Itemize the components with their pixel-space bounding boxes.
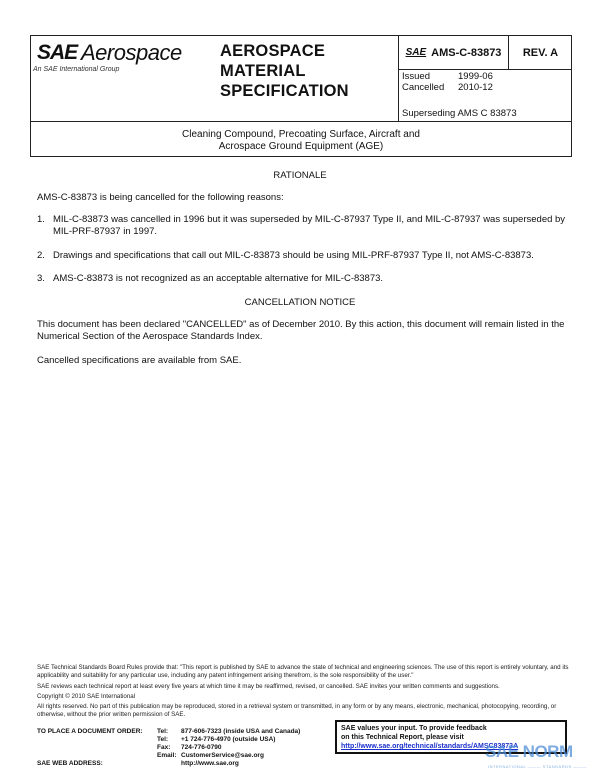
rationale-intro: AMS-C-83873 is being cancelled for the following reasons: — [37, 192, 284, 203]
copyright-text: Copyright © 2010 SAE International — [37, 693, 136, 700]
availability-paragraph: Cancelled specifications are available from SAE. — [37, 355, 242, 366]
item-text: AMS-C-83873 is not recognized as an acceptable alternative for MIL-C-83873. — [53, 273, 384, 284]
document-title — [31, 129, 571, 153]
rationale-item — [37, 273, 567, 285]
title-line: Cleaning Compound, Precoating Surface, Aircraft and — [182, 129, 420, 140]
board-rules-text: SAE Technical Standards Board Rules provide that: "This report is published by SAE to advance the state of technical and engineering sciences. The use of this report is entirely voluntary, and its applicability and suitability for any particular use, including any patent infringement arising therefrom, is the sole responsibility of the user." — [37, 664, 569, 679]
tel-inside-usa: 877-606-7323 (inside USA and Canada) — [181, 728, 301, 735]
item-number: 2. — [37, 250, 45, 261]
email-address[interactable]: CustomerService@sae.org — [181, 752, 264, 759]
tel-outside-usa: +1 724-776-4970 (outside USA) — [181, 736, 276, 743]
issued-date: 1999-06 — [458, 71, 493, 82]
order-info — [37, 728, 351, 768]
email-label: Email: — [157, 752, 177, 759]
item-text: MIL-C-83873 was cancelled in 1996 but it was superseded by MIL-C-87937 Type II, and MIL-C-87937 was superseded by MIL-PRF-87937 in 1997. — [53, 214, 566, 237]
document-dates — [402, 71, 493, 93]
tel-label: Tel: — [157, 728, 169, 735]
header-box — [30, 35, 572, 157]
cancelled-label: Cancelled — [402, 82, 445, 93]
feedback-text: on this Technical Report, please visit — [341, 734, 464, 741]
fax-number: 724-776-0790 — [181, 744, 222, 751]
superseding-note: Superseding AMS C 83873 — [402, 108, 517, 119]
logo-tagline: An SAE International Group — [33, 66, 120, 73]
doc-type-line: MATERIAL — [220, 62, 306, 80]
title-line: Acrospace Ground Equipment (AGE) — [218, 141, 384, 152]
cancellation-heading: CANCELLATION NOTICE — [244, 297, 356, 308]
sae-mark-icon: SAE — [405, 47, 427, 58]
item-text: Drawings and specifications that call out MIL-C-83873 should be using MIL-PRF-87937 Type II, not AMS-C-83873. — [53, 250, 534, 261]
order-label: TO PLACE A DOCUMENT ORDER: — [37, 728, 143, 735]
rights-text: All rights reserved. No part of this publication may be reproduced, stored in a retrieval system or transmitted, in any form or by any means, electronic, mechanical, photocopying, recording, or otherwise, without the prior written permission of SAE. — [37, 703, 557, 718]
logo-aerospace-text: Aerospace — [81, 40, 182, 65]
divider — [31, 121, 571, 122]
document-number: AMS-C-83873 — [431, 46, 502, 59]
divider — [398, 69, 571, 70]
feedback-text: SAE values your input. To provide feedback — [341, 725, 487, 732]
tel-label: Tel: — [157, 736, 169, 743]
item-number: 1. — [37, 214, 45, 225]
watermark-subtext: INTERNATIONAL ——— STANDARDS ——— — [488, 764, 587, 769]
web-address-link[interactable]: http://www.sae.org — [181, 760, 239, 767]
rationale-item — [37, 250, 567, 262]
review-text: SAE reviews each technical report at least every five years at which time it may be reaffirmed, revised, or cancelled. SAE invites your written comments and suggestions. — [37, 683, 500, 690]
rationale-heading: RATIONALE — [273, 170, 327, 181]
document-number-cell — [399, 36, 508, 69]
document-type-title — [220, 41, 349, 101]
fax-label: Fax: — [157, 744, 171, 751]
rationale-item — [37, 214, 567, 238]
doc-type-line: SPECIFICATION — [220, 82, 349, 100]
feedback-link[interactable]: http://www.sae.org/technical/standards/AMSC83873A — [341, 743, 519, 750]
item-number: 3. — [37, 273, 45, 284]
doc-type-line: AEROSPACE — [220, 42, 326, 60]
sae-logo-mark: SAE — [37, 41, 78, 64]
cancellation-paragraph: This document has been declared "CANCELLED" as of December 2010. By this action, this document will remain listed in the Numerical Section of the Aerospace Standards Index. — [37, 319, 565, 342]
issued-label: Issued — [402, 71, 430, 82]
web-label: SAE WEB ADDRESS: — [37, 760, 103, 767]
revision-label: REV. A — [522, 46, 559, 59]
cancelled-date: 2010-12 — [458, 82, 493, 93]
watermark-logo: SAE NORM — [485, 742, 573, 761]
